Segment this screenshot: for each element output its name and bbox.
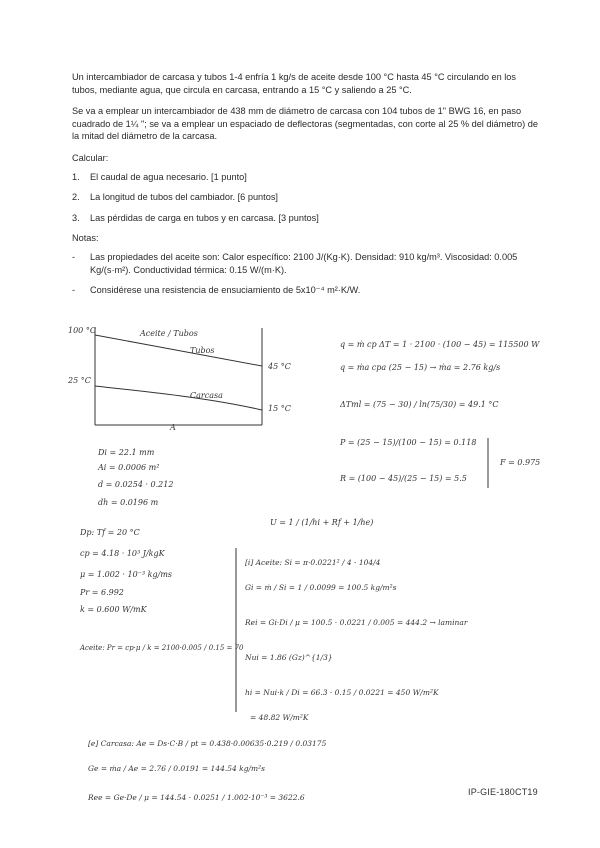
hand-line: cp = 4.18 · 10³ J/kgK bbox=[80, 549, 165, 558]
task-text: El caudal de agua necesario. [1 punto] bbox=[90, 171, 247, 182]
hand-line: Ge = ṁa / Ae = 2.76 / 0.0191 = 144.54 kg/m²s bbox=[88, 764, 266, 773]
note-text: Considérese una resistencia de ensuciamiento de 5x10⁻⁴ m²·K/W. bbox=[90, 285, 361, 296]
t-in-label: 100 °C bbox=[68, 326, 96, 335]
note-item: - Las propiedades del aceite son: Calor específico: 2100 J/(Kg·K). Densidad: 910 kg/m³. Viscosidad: 0.005 Kg/(s·m²). Conductividad térmica: 0.15 W/(m·K). bbox=[72, 251, 542, 276]
task-number: 1. bbox=[72, 171, 80, 182]
hand-line: dh = 0.0196 m bbox=[98, 498, 159, 507]
problem-setup: Se va a emplear un intercambiador de 438 mm de diámetro de carcasa con 104 tubos de 1" BWG 16, en paso cuadrado de 1¼ "; se va a emplear un espaciado de deflectoras (segmentadas, con corte al 25 % del diámetro) de la mitad del diámetro de la carcasa. bbox=[72, 106, 538, 142]
t-out-label: 45 °C bbox=[268, 362, 291, 371]
hand-line: Gi = ṁ / Si = 1 / 0.0099 = 100.5 kg/m²s bbox=[245, 583, 397, 592]
hand-line: k = 0.600 W/mK bbox=[80, 605, 147, 614]
geometry-notes bbox=[97, 448, 173, 507]
heat-balance bbox=[339, 340, 540, 488]
hand-line: hi = Nui·k / Di = 66.3 · 0.15 / 0.0221 = 450 W/m²K bbox=[245, 688, 439, 697]
hand-line: q = ṁa cpa (25 − 15) → ṁa = 2.76 kg/s bbox=[340, 363, 501, 372]
hand-line: [e] Carcasa: Ae = Ds·C·B / pt = 0.438·0.00635·0.219 / 0.03175 bbox=[88, 739, 327, 748]
x-axis-label: A bbox=[170, 423, 176, 432]
hand-line: P = (25 − 15)/(100 − 15) = 0.118 bbox=[340, 438, 477, 447]
notes-label: Notas: bbox=[72, 233, 99, 244]
hand-line: ΔTml = (75 − 30) / ln(75/30) = 49.1 °C bbox=[340, 400, 499, 409]
note-text: Las propiedades del aceite son: Calor específico: 2100 J/(Kg·K). Densidad: 910 kg/m³. Viscosidad: 0.005 Kg/(s·m²). Conductividad térmica: 0.15 W/(m·K). bbox=[90, 251, 518, 275]
water-curve bbox=[95, 386, 262, 410]
hand-line: Ai = 0.0006 m² bbox=[98, 463, 160, 472]
document-code: IP-GIE-180CT19 bbox=[468, 787, 538, 797]
hand-line: Dp: Tf = 20 °C bbox=[80, 528, 140, 537]
hand-line: R = (100 − 45)/(25 − 15) = 5.5 bbox=[340, 474, 467, 483]
u-formula: U = 1 / (1/hi + Rf + 1/he) bbox=[270, 518, 374, 527]
t-mid-label: 25 °C bbox=[68, 376, 91, 385]
shell-side-calc bbox=[87, 739, 327, 802]
hand-line: Aceite: Pr = cp·μ / k = 2100·0.005 / 0.15 = 70 bbox=[80, 644, 244, 652]
water-properties bbox=[79, 528, 244, 652]
hand-line: Pr = 6.992 bbox=[80, 588, 124, 597]
oil-curve bbox=[95, 335, 262, 366]
task-text: La longitud de tubos del cambiador. [6 puntos] bbox=[90, 192, 278, 203]
oil-label: Aceite / Tubos bbox=[140, 329, 198, 338]
shell-label: Carcasa bbox=[190, 391, 223, 400]
hand-line: q = ṁ cp ΔT = 1 · 2100 · (100 − 45) = 115500 W bbox=[340, 340, 540, 349]
hand-line: Di = 22.1 mm bbox=[98, 448, 155, 457]
t-cold-label: 15 °C bbox=[268, 404, 291, 413]
problem-intro: Un intercambiador de carcasa y tubos 1-4 enfría 1 kg/s de aceite desde 100 °C hasta 45 °C circulando en los tubos, mediante agua, que circula en carcasa, entrando a 15 °C y saliendo a 25 °C. bbox=[72, 72, 517, 95]
temperature-diagram bbox=[67, 326, 291, 432]
task-number: 2. bbox=[72, 192, 80, 203]
task-text: Las pérdidas de carga en tubos y en carcasa. [3 puntos] bbox=[90, 212, 319, 223]
hand-line: Rei = Gi·Di / μ = 100.5 · 0.0221 / 0.005 = 444.2 → laminar bbox=[245, 618, 468, 627]
hand-line: Ree = Ge·De / μ = 144.54 · 0.0251 / 1.002·10⁻³ = 3622.6 bbox=[88, 793, 305, 802]
hand-line: = 48.82 W/m²K bbox=[250, 713, 309, 722]
tubes-label: Tubos bbox=[190, 346, 215, 355]
calculate-label: Calcular: bbox=[72, 152, 109, 163]
hand-line: μ = 1.002 · 10⁻³ kg/ms bbox=[80, 570, 173, 579]
tube-side-calc bbox=[236, 548, 468, 722]
task-number: 3. bbox=[72, 212, 80, 223]
hand-line: F = 0.975 bbox=[500, 458, 541, 467]
hand-line: d = 0.0254 · 0.212 bbox=[98, 480, 174, 489]
note-item: - Considérese una resistencia de ensuciamiento de 5x10⁻⁴ m²·K/W. bbox=[72, 285, 361, 296]
hand-line: [i] Aceite: Si = π·0.0221² / 4 · 104/4 bbox=[245, 558, 381, 567]
hand-line: Nui = 1.86 (Gz)^{1/3} bbox=[245, 653, 333, 662]
